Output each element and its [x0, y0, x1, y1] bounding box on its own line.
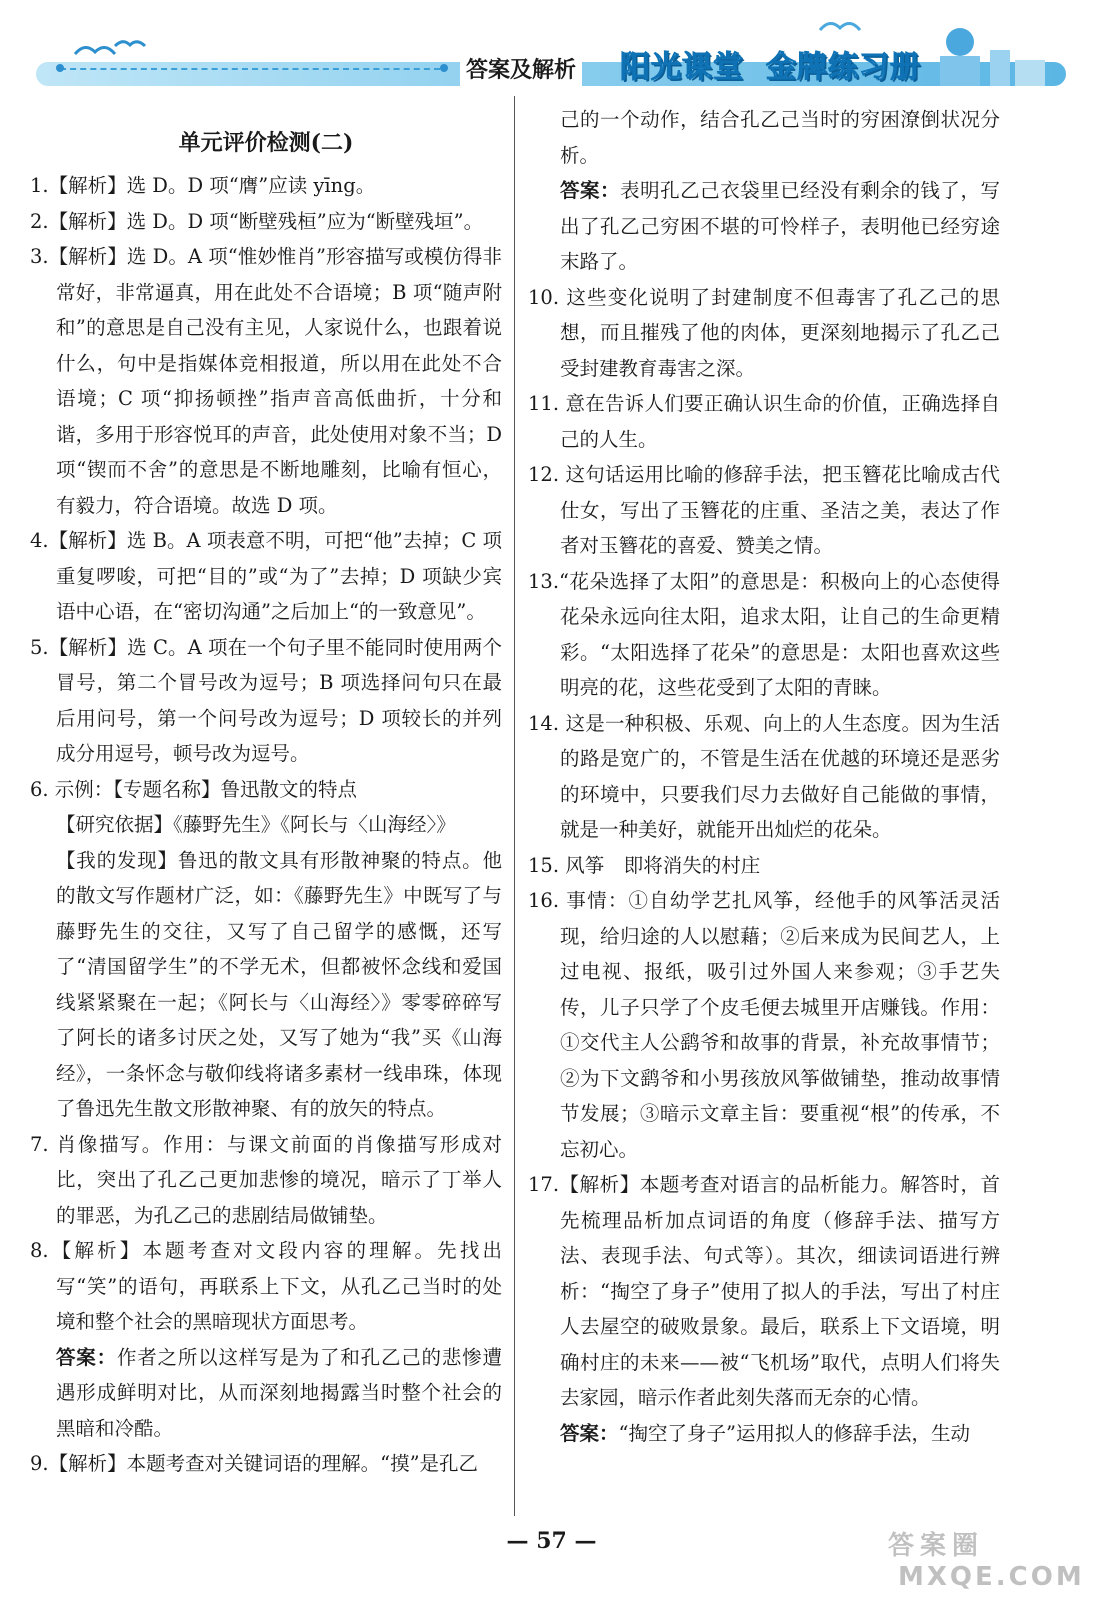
- answer-item: 7. 肖像描写。作用：与课文前面的肖像描写形成对比，突出了孔乙己更加悲惨的境况，暗示了丁举人的罪恶，为孔乙己的悲剧结局做铺垫。: [30, 1132, 502, 1227]
- answer-label: 答案：: [56, 1345, 117, 1369]
- watermark: [858, 1530, 1094, 1594]
- answer-item: 8.【解析】本题考查对文段内容的理解。先找出写“笑”的语句，再联系上下文，从孔乙己当时的处境和整个社会的黑暗现状方面思考。: [30, 1239, 502, 1333]
- header-dashed-line: [60, 68, 440, 70]
- left-column: [30, 100, 502, 1482]
- answer-paragraph: [30, 1340, 502, 1447]
- answer-paragraph: 【研究依据】《藤野先生》《阿长与〈山海经〉》: [56, 813, 456, 836]
- answer-item: 11. 意在告诉人们要正确认识生命的价值，正确选择自己的人生。: [528, 392, 1000, 451]
- brand-part1: 阳光课堂: [620, 50, 744, 85]
- answer-text: 作者之所以这样写是为了和孔乙己的悲惨遭遇形成鲜明对比，从而深刻地揭露当时整个社会的黑暗和冷酷。: [56, 1345, 502, 1440]
- page-header: [0, 0, 1103, 110]
- answer-paragraph: 己的一个动作，结合孔乙己当时的穷困潦倒状况分析。: [560, 108, 1000, 167]
- answer-paragraph: 【我的发现】鲁迅的散文具有形散神聚的特点。他的散文写作题材广泛，如：《藤野先生》中既写了与藤野先生的交往，又写了自己留学的感慨，还写了“清国留学生”的不学无术，但都被怀念线和爱国线紧紧聚在一起；《阿长与〈山海经〉》零零碎碎写了阿长的诸多讨厌之处，又写了她为“我”买《山海经》，一条怀念与敬仰线将诸多素材一线串珠，体现了鲁迅先生散文形散神聚、有的放矢的特点。: [56, 848, 502, 1120]
- answer-text: 表明孔乙己衣袋里已经没有剩余的钱了，写出了孔乙己穷困不堪的可怜样子，表明他已经穷途末路了。: [560, 179, 1000, 273]
- header-dot: [440, 64, 448, 72]
- answer-paragraph: [528, 173, 1000, 280]
- column-divider: [514, 96, 515, 1516]
- answer-item: 2.【解析】选 D。D 项“断壁残桓”应为“断壁残垣”。: [30, 209, 484, 233]
- answer-text: “掏空了身子”运用拟人的修辞手法，生动: [618, 1421, 970, 1445]
- answer-label: 答案：: [560, 179, 621, 202]
- answer-paragraph: [528, 1416, 1000, 1452]
- section-title: 单元评价检测(二): [178, 130, 354, 156]
- brand-part2: 金牌练习册: [766, 50, 921, 85]
- birds-icon: [815, 12, 875, 42]
- watermark-line1: 答案圈: [888, 1531, 985, 1561]
- header-label: 答案及解析: [460, 56, 582, 86]
- answer-item: 15. 风筝 即将消失的村庄: [528, 853, 761, 877]
- right-column: [528, 100, 1000, 1451]
- answer-item: 4.【解析】选 B。A 项表意不明，可把“他”去掉；C 项重复啰唆，可把“目的”或“为了”去掉；D 项缺少宾语中心语，在“密切沟通”之后加上“的一致意见”。: [30, 529, 502, 623]
- answer-item: 1.【解析】选 D。D 项“膺”应读 yīng。: [30, 174, 376, 197]
- answer-item: 9.【解析】本题考查对关键词语的理解。“摸”是孔乙: [30, 1452, 479, 1475]
- birds-icon: [70, 34, 150, 64]
- answer-item: 16. 事情：①自幼学艺扎风筝，经他手的风筝活灵活现，给归途的人以慰藉；②后来成为民间艺人，上过电视、报纸，吸引过外国人来参观；③手艺失传，儿子只学了个皮毛便去城里开店赚钱。作用：①交代主人公鹞爷和故事的背景，补充故事情节；②为下文鹞爷和小男孩放风筝做铺垫，推动故事情节发展；③暗示文章主旨：要重视“根”的传承，不忘初心。: [528, 889, 1000, 1161]
- answer-item: 6. 示例：【专题名称】鲁迅散文的特点: [30, 777, 358, 801]
- brand-title: [620, 48, 921, 88]
- watermark-line2: MXQE.COM: [898, 1562, 1085, 1592]
- header-dot: [56, 64, 64, 72]
- answer-label: 答案：: [560, 1421, 619, 1445]
- page-number: — 57 —: [506, 1528, 597, 1554]
- answer-item: 5.【解析】选 C。A 项在一个句子里不能同时使用两个冒号，第二个冒号改为逗号；B 项选择问句只在最后用问号，第一个问号改为逗号；D 项较长的并列成分用逗号，顿号改为逗号。: [30, 635, 502, 765]
- answer-item: 3.【解析】选 D。A 项“惟妙惟肖”形容描写或模仿得非常好，非常逼真，用在此处不合语境；B 项“随声附和”的意思是自己没有主见，人家说什么，也跟着说什么，句中是指媒体竞相报道，所以用在此处不合语境；C 项“抑扬顿挫”指声音高低曲折，十分和谐，多用于形容悦耳的声音，此处使用对象不当；D 项“锲而不舍”的意思是不断地雕刻，比喻有恒心，有毅力，符合语境。故选 D 项。: [30, 245, 502, 517]
- answer-item: 14. 这是一种积极、乐观、向上的人生态度。因为生活的路是宽广的，不管是生活在优越的环境还是恶劣的环境中，只要我们尽力去做好自己能做的事情，就是一种美好，就能开出灿烂的花朵。: [528, 711, 1000, 841]
- answer-item: 13.“花朵选择了太阳”的意思是：积极向上的心态使得花朵永远向往太阳，追求太阳，让自己的生命更精彩。“太阳选择了花朵”的意思是：太阳也喜欢这些明亮的花，这些花受到了太阳的青睐。: [528, 569, 1000, 699]
- answer-item: 12. 这句话运用比喻的修辞手法，把玉簪花比喻成古代仕女，写出了玉簪花的庄重、圣洁之美，表达了作者对玉簪花的喜爱、赞美之情。: [528, 463, 1000, 557]
- answer-item: 17.【解析】本题考查对语言的品析能力。解答时，首先梳理品析加点词语的角度（修辞手法、描写方法、表现手法、句式等）。其次，细读词语进行辨析：“掏空了身子”使用了拟人的手法，写出了村庄人去屋空的破败景象。最后，联系上下文语境，明确村庄的未来——被“飞机场”取代，点明人们将失去家园，暗示作者此刻失落而无奈的心情。: [528, 1173, 1000, 1409]
- city-skyline-icon: [900, 20, 1060, 90]
- answer-item: 10. 这些变化说明了封建制度不但毒害了孔乙己的思想，而且摧残了他的肉体，更深刻地揭示了孔乙己受封建教育毒害之深。: [528, 285, 1000, 380]
